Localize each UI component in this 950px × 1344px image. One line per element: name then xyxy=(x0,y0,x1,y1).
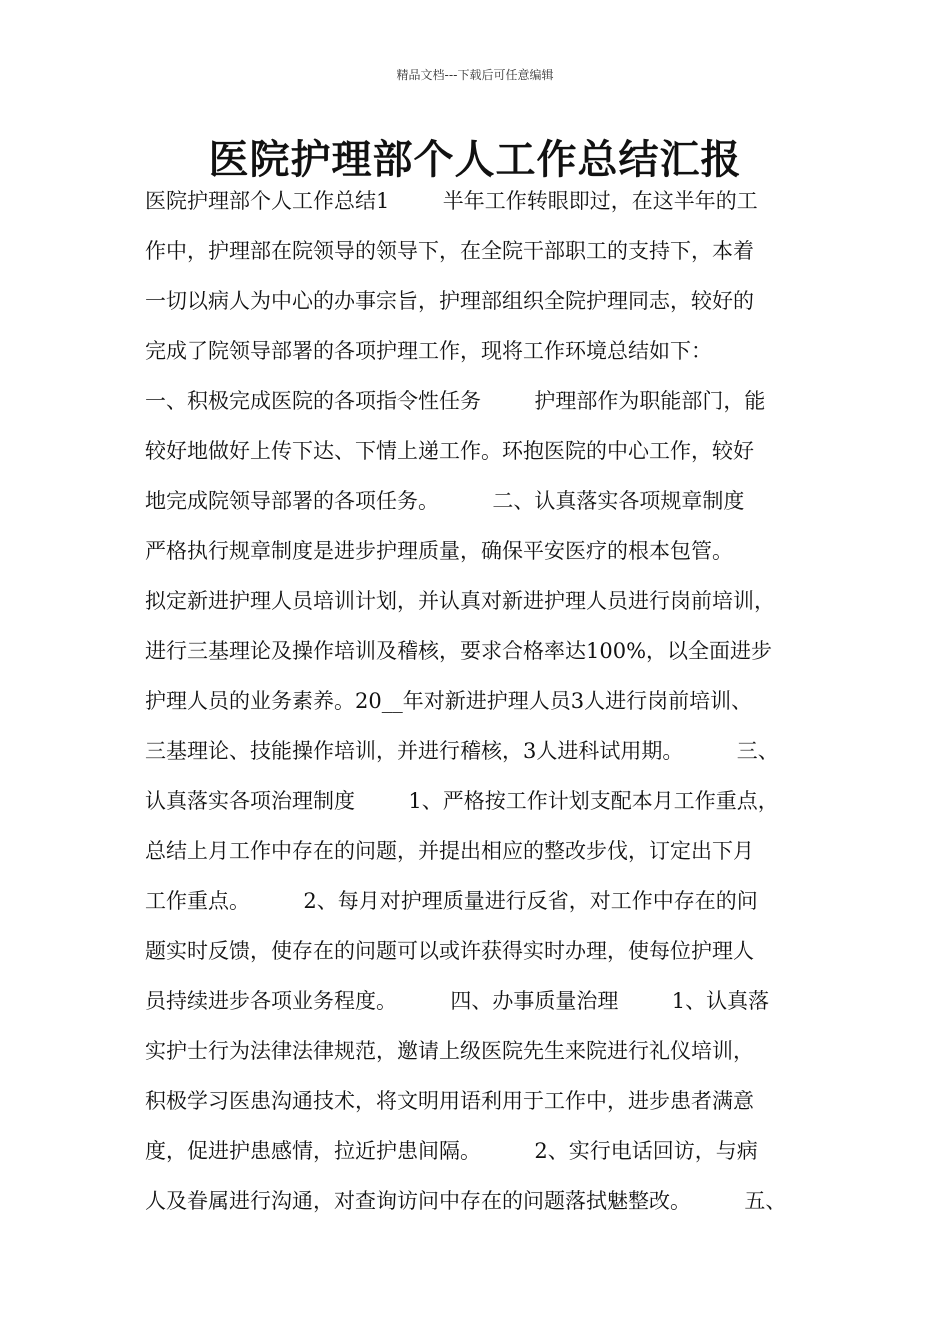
body-line: 一切以病人为中心的办事宗旨，护理部组织全院护理同志，较好的 xyxy=(145,289,754,313)
header-note: 精品文档---下载后可任意编辑 xyxy=(396,68,554,82)
body-line: 护理人员的业务素养。20__年对新进护理人员3人进行岗前培训、 xyxy=(145,689,753,713)
body-line: 严格执行规章制度是进步护理质量，确保平安医疗的根本包管。 xyxy=(145,539,733,563)
body-line: 总结上月工作中存在的问题，并提出相应的整改步伐，订定出下月 xyxy=(145,839,754,863)
body-line: 一、积极完成医院的各项指令性任务 护理部作为职能部门，能 xyxy=(145,389,766,413)
body-line: 积极学习医患沟通技术，将文明用语利用于工作中，进步患者满意 xyxy=(145,1089,754,1113)
body-line: 三基理论、技能操作培训，并进行稽核，3人进科试用期。 三、 xyxy=(145,739,779,763)
body-line: 实护士行为法律法律规范，邀请上级医院先生来院进行礼仪培训， xyxy=(145,1039,754,1063)
body-line: 作中，护理部在院领导的领导下，在全院干部职工的支持下，本着 xyxy=(145,239,754,263)
body-line: 医院护理部个人工作总结1 半年工作转眼即过，在这半年的工 xyxy=(145,189,758,213)
body-line: 度，促进护患感情，拉近护患间隔。 2、实行电话回访，与病 xyxy=(145,1139,758,1163)
body-line: 地完成院领导部署的各项任务。 二、认真落实各项规章制度 xyxy=(145,489,745,513)
body-line: 进行三基理论及操作培训及稽核，要求合格率达100%，以全面进步 xyxy=(145,639,773,663)
body-line: 认真落实各项治理制度 1、严格按工作计划支配本月工作重点， xyxy=(145,789,779,813)
body-line: 员持续进步各项业务程度。 四、办事质量治理 1、认真落 xyxy=(145,989,770,1013)
body-line: 拟定新进护理人员培训计划，并认真对新进护理人员进行岗前培训， xyxy=(145,589,775,613)
body-line: 工作重点。 2、每月对护理质量进行反省，对工作中存在的问 xyxy=(145,889,758,913)
document-title: 医院护理部个人工作总结汇报 xyxy=(208,137,742,183)
body-line: 完成了院领导部署的各项护理工作，现将工作环境总结如下： xyxy=(145,339,712,363)
document-body xyxy=(145,176,825,1226)
body-line: 人及眷属进行沟通，对查询访问中存在的问题落拭魅整改。 五、 xyxy=(145,1189,787,1213)
body-line: 题实时反馈，使存在的问题可以或许获得实时办理，使每位护理人 xyxy=(145,939,754,963)
body-line: 较好地做好上传下达、下情上递工作。环抱医院的中心工作，较好 xyxy=(145,439,754,463)
